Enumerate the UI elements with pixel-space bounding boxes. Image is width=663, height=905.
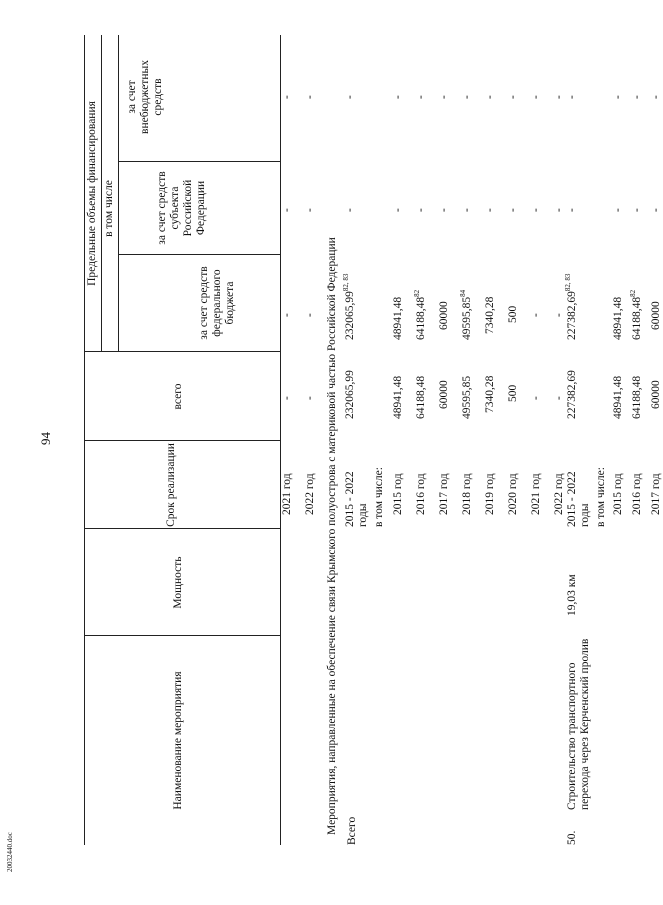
item-federal <box>566 274 579 340</box>
col-divider-6 <box>118 161 280 162</box>
year-regional: - <box>553 208 565 212</box>
year-extra: - <box>612 95 624 99</box>
year-label: 2019 год <box>484 473 496 515</box>
year-extra: - <box>484 95 496 99</box>
item-extra: - <box>566 95 578 99</box>
year-regional: - <box>650 208 662 212</box>
year-federal <box>507 306 520 323</box>
top-row-total: - <box>281 396 293 400</box>
year-regional: - <box>530 208 542 212</box>
item-in-that-number: в том числе: <box>595 467 607 527</box>
year-label: 2016 год <box>415 473 427 515</box>
year-label: 2022 год <box>553 473 565 515</box>
top-row-federal: - <box>281 313 293 317</box>
year-regional: - <box>507 208 519 212</box>
year-total: 48941,48 <box>392 375 404 419</box>
year-federal <box>484 297 497 334</box>
year-federal <box>415 290 428 340</box>
year-label: 2020 год <box>507 473 519 515</box>
year-total: 7340,28 <box>484 375 496 413</box>
year-federal-value: 64188,48 <box>631 296 643 340</box>
year-federal-value: 64188,48 <box>415 296 427 340</box>
year-label: 2015 год <box>612 473 624 515</box>
year-extra: - <box>461 95 473 99</box>
section-title: Мероприятия, направленные на обеспечение связи Крымского полуострова с материковой частью Российской Федерации <box>326 237 338 835</box>
year-federal-value: 7340,28 <box>484 296 496 334</box>
year-federal <box>461 290 474 340</box>
top-row-extra: - <box>304 95 316 99</box>
top-row-extra: - <box>281 95 293 99</box>
rotated-table <box>68 35 662 845</box>
top-row-federal: - <box>304 313 316 317</box>
year-federal <box>438 301 451 330</box>
year-label: 2018 год <box>461 473 473 515</box>
year-federal-value: 48941,48 <box>612 296 624 340</box>
year-total: 64188,48 <box>415 375 427 419</box>
year-label: 2017 год <box>438 473 450 515</box>
year-extra: - <box>507 95 519 99</box>
header-name: Наименование мероприятия <box>172 671 184 810</box>
page-number: 94 <box>38 432 53 445</box>
year-total: - <box>553 396 565 400</box>
year-regional: - <box>484 208 496 212</box>
top-row-year: 2022 год <box>304 473 316 515</box>
year-total: 60000 <box>438 380 450 409</box>
total-federal-footnote: 82, 83 <box>342 273 351 292</box>
header-financing: Предельные объемы финансирования <box>86 101 98 286</box>
item-federal-footnote: 82, 83 <box>564 273 573 292</box>
top-row-total: - <box>304 396 316 400</box>
year-label: 2015 год <box>392 473 404 515</box>
year-federal-footnote: 84 <box>459 289 468 297</box>
year-total: - <box>530 396 542 400</box>
year-federal-value: 500 <box>507 305 519 323</box>
header-total: всего <box>172 383 184 410</box>
year-total: 48941,48 <box>612 375 624 419</box>
total-extra: - <box>344 95 356 99</box>
year-regional: - <box>461 208 473 212</box>
year-extra: - <box>553 95 565 99</box>
year-federal <box>553 313 566 317</box>
year-regional: - <box>415 208 427 212</box>
year-extra: - <box>530 95 542 99</box>
item-capacity: 19,03 км <box>566 574 578 616</box>
item-number: 50. <box>566 830 578 845</box>
header-extrabudget: за счет внебюджетных средств <box>126 60 164 134</box>
year-regional: - <box>612 208 624 212</box>
header-bottom-rule <box>280 35 281 845</box>
year-extra: - <box>631 95 643 99</box>
year-total: 500 <box>507 384 519 402</box>
total-federal <box>344 274 357 340</box>
item-total: 227382,69 <box>566 370 578 419</box>
year-federal-footnote: 82 <box>629 289 638 297</box>
year-total: 49595,85 <box>461 375 473 419</box>
year-regional: - <box>631 208 643 212</box>
year-total: 64188,48 <box>631 375 643 419</box>
total-federal-value: 232065,99 <box>344 291 356 340</box>
year-regional: - <box>438 208 450 212</box>
year-label: 2017 год <box>650 473 662 515</box>
header-capacity: Мощность <box>172 556 184 609</box>
top-row-regional: - <box>304 208 316 212</box>
year-federal <box>650 301 663 330</box>
year-federal-value: - <box>553 313 565 317</box>
item-term: 2015 - 2022 годы <box>566 471 591 527</box>
total-regional: - <box>344 208 356 212</box>
year-label: 2016 год <box>631 473 643 515</box>
footer-code: 20032440.doc <box>6 832 14 872</box>
header-term: Срок реализации <box>165 443 177 527</box>
year-total: 60000 <box>650 380 662 409</box>
year-federal-value: 48941,48 <box>392 296 404 340</box>
year-federal <box>631 290 644 340</box>
year-federal-value: 60000 <box>438 301 450 330</box>
total-label: Всего <box>346 816 358 845</box>
year-extra: - <box>650 95 662 99</box>
header-in-that-number: в том числе <box>103 180 115 237</box>
year-regional: - <box>392 208 404 212</box>
header-federal: за счет средств федерального бюджета <box>198 266 236 340</box>
financing-under-rule <box>101 35 102 352</box>
top-row-regional: - <box>281 208 293 212</box>
header-regional: за счет средств субъекта Российской Федерации <box>156 171 207 245</box>
col-divider-5 <box>118 254 280 255</box>
total-in-that-number: в том числе: <box>373 467 385 527</box>
year-federal-footnote: 82 <box>413 289 422 297</box>
item-regional: - <box>566 208 578 212</box>
year-extra: - <box>392 95 404 99</box>
item-federal-value: 227382,69 <box>566 291 578 340</box>
year-label: 2021 год <box>530 473 542 515</box>
year-federal <box>392 297 405 340</box>
year-extra: - <box>415 95 427 99</box>
year-federal-value: 49595,85 <box>461 296 473 340</box>
item-name: Строительство транспортного перехода через Керченский пролив <box>566 638 591 810</box>
year-federal-value: 60000 <box>650 301 662 330</box>
top-row-year: 2021 год <box>281 473 293 515</box>
total-term: 2015 - 2022 годы <box>344 471 369 527</box>
year-federal-value: - <box>530 313 542 317</box>
year-federal <box>530 313 543 317</box>
subheader-under-rule <box>118 35 119 352</box>
year-extra: - <box>438 95 450 99</box>
total-total: 232065,99 <box>344 370 356 419</box>
year-federal <box>612 297 625 340</box>
